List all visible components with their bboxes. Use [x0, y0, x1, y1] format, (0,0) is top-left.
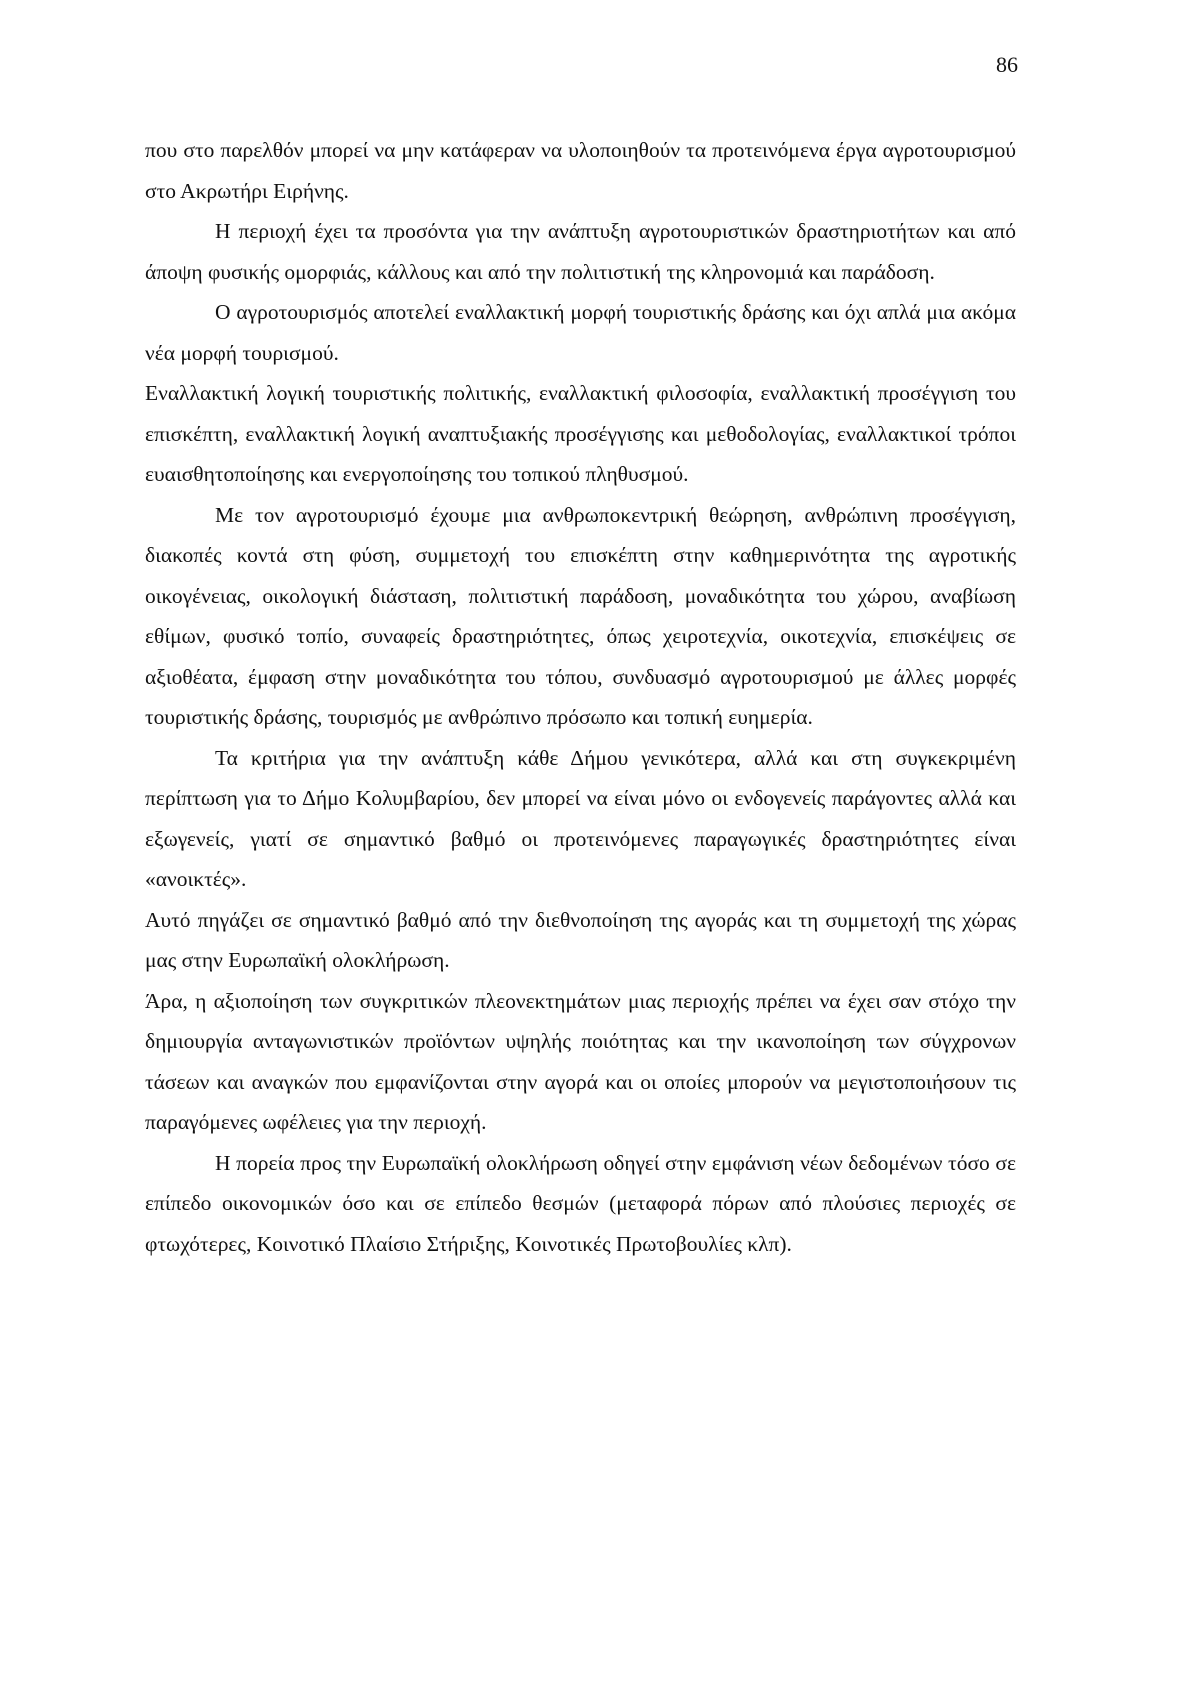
- paragraph: Με τον αγροτουρισμό έχουμε μια ανθρωποκεντρική θεώρηση, ανθρώπινη προσέγγιση, διακοπές κοντά στη φύση, συμμετοχή του επισκέπτη στην καθημερινότητα της αγροτικής οικογένειας, οικολογική διάσταση, πολιτιστική παράδοση, μοναδικότητα του χώρου, αναβίωση εθίμων, φυσικό τοπίο, συναφείς δραστηριότητες, όπως χειροτεχνία, οικοτεχνία, επισκέψεις σε αξιοθέατα, έμφαση στην μοναδικότητα του τόπου, συνδυασμό αγροτουρισμού με άλλες μορφές τουριστικής δράσης, τουρισμός με ανθρώπινο πρόσωπο και τοπική ευημερία.: [145, 502, 1016, 729]
- paragraph: που στο παρελθόν μπορεί να μην κατάφεραν να υλοποιηθούν τα προτεινόμενα έργα αγροτουρισμού στο Ακρωτήρι Ειρήνης.: [145, 138, 1016, 203]
- paragraph: Η πορεία προς την Ευρωπαϊκή ολοκλήρωση οδηγεί στην εμφάνιση νέων δεδομένων τόσο σε επίπεδο οικονομικών όσο και σε επίπεδο θεσμών (μεταφορά πόρων από πλούσιες περιοχές σε φτωχότερες, Κοινοτικό Πλαίσιο Στήριξης, Κοινοτικές Πρωτοβουλίες κλπ).: [145, 1150, 1016, 1256]
- paragraph: Ο αγροτουρισμός αποτελεί εναλλακτική μορφή τουριστικής δράσης και όχι απλά μια ακόμα νέα μορφή τουρισμού.: [145, 300, 1016, 365]
- page-body: [145, 130, 1016, 1264]
- paragraph: Αυτό πηγάζει σε σημαντικό βαθμό από την διεθνοποίηση της αγοράς και τη συμμετοχή της χώρας μας στην Ευρωπαϊκή ολοκλήρωση.: [145, 907, 1016, 972]
- paragraph: Η περιοχή έχει τα προσόντα για την ανάπτυξη αγροτουριστικών δραστηριοτήτων και από άποψη φυσικής ομορφιάς, κάλλους και από την πολιτιστική της κληρονομιά και παράδοση.: [145, 219, 1016, 284]
- paragraph: Τα κριτήρια για την ανάπτυξη κάθε Δήμου γενικότερα, αλλά και στη συγκεκριμένη περίπτωση για το Δήμο Κολυμβαρίου, δεν μπορεί να είναι μόνο οι ενδογενείς παράγοντες αλλά και εξωγενείς, γιατί σε σημαντικό βαθμό οι προτεινόμενες παραγωγικές δραστηριότητες είναι «ανοικτές».: [145, 745, 1016, 891]
- page-number: 86: [996, 52, 1018, 77]
- paragraph: Εναλλακτική λογική τουριστικής πολιτικής, εναλλακτική φιλοσοφία, εναλλακτική προσέγγιση του επισκέπτη, εναλλακτική λογική αναπτυξιακής προσέγγισης και μεθοδολογίας, εναλλακτικοί τρόποι ευαισθητοποίησης και ενεργοποίησης του τοπικού πληθυσμού.: [145, 381, 1016, 486]
- paragraph: Άρα, η αξιοποίηση των συγκριτικών πλεονεκτημάτων μιας περιοχής πρέπει να έχει σαν στόχο την δημιουργία ανταγωνιστικών προϊόντων υψηλής ποιότητας και την ικανοποίηση των σύγχρονων τάσεων και αναγκών που εμφανίζονται στην αγορά και οι οποίες μπορούν να μεγιστοποιήσουν τις παραγόμενες ωφέλειες για την περιοχή.: [145, 988, 1016, 1134]
